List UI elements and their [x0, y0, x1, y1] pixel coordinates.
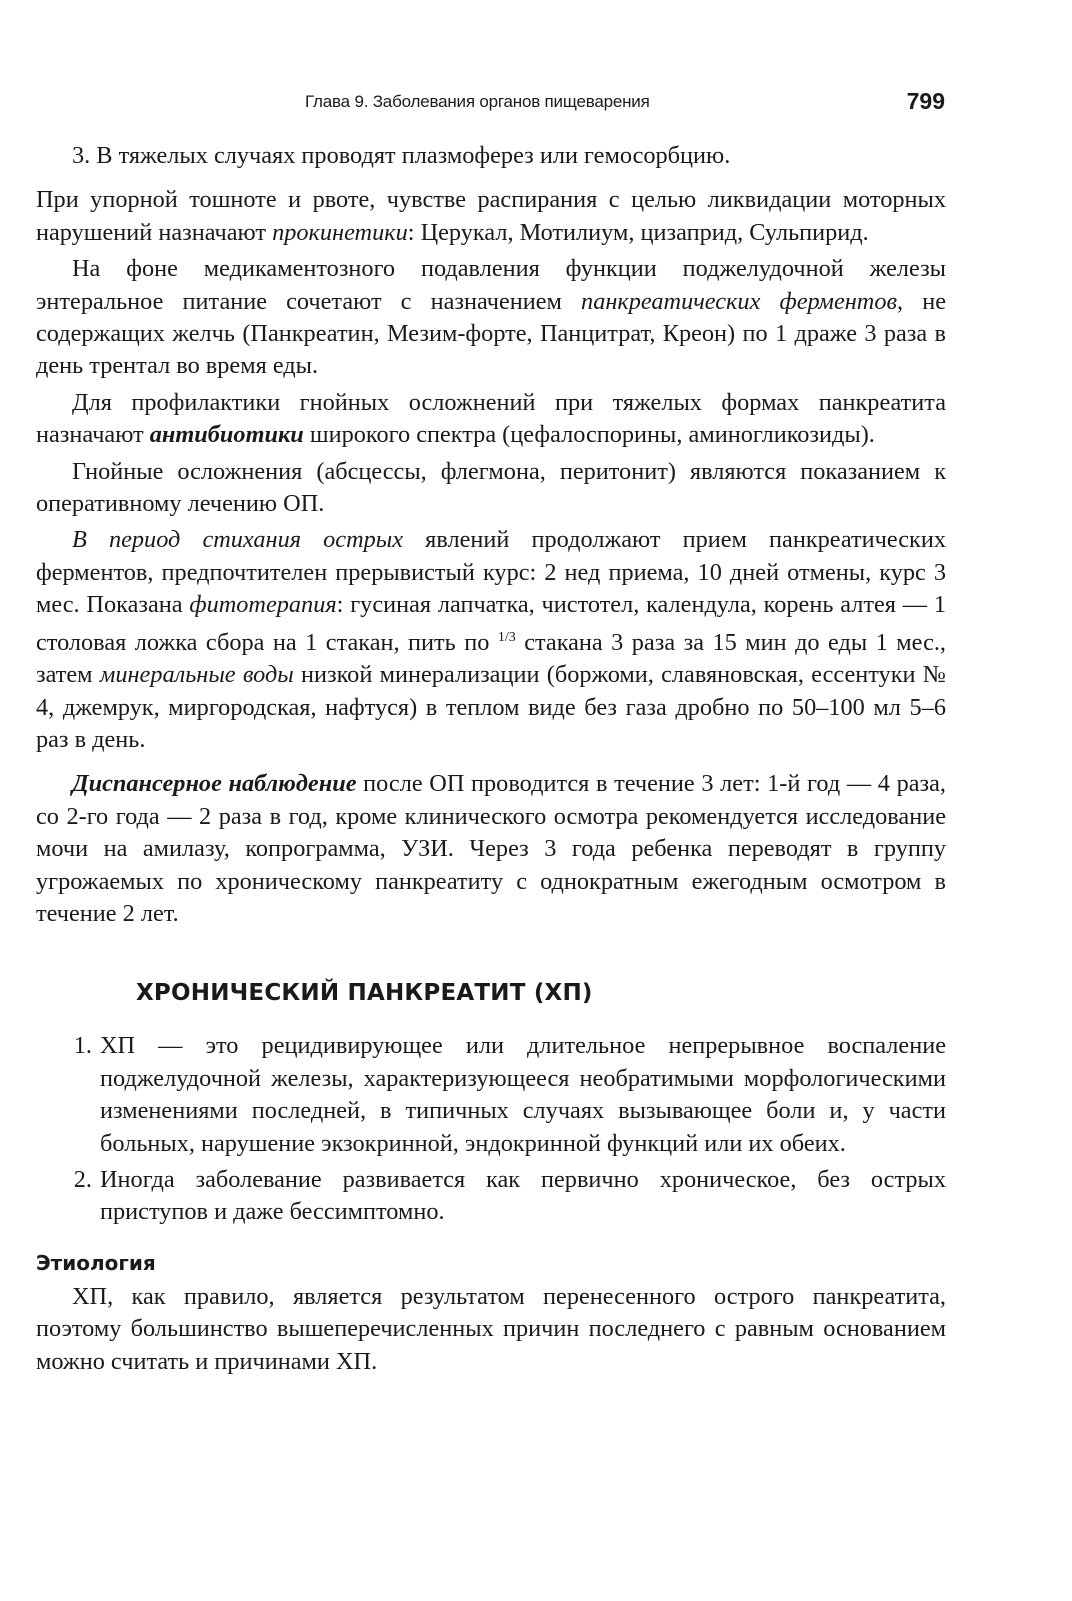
text-run: стакана 3 раза за 15 мин до еды 1 мес., затем — [36, 628, 946, 689]
paragraph-prokinetics — [36, 184, 946, 249]
subsection-title: Этиология — [36, 1250, 156, 1275]
emphasis-antibiotics: антибиотики — [149, 421, 304, 449]
emphasis-prokinetics: прокинетики — [272, 218, 408, 246]
numbered-list — [36, 1030, 946, 1228]
section-title: ХРОНИЧЕСКИЙ ПАНКРЕАТИТ (ХП) — [136, 980, 593, 1007]
text-run: На фоне медикаментозного подавления функции поджелудочной железы энтеральное питание сочетают с назначением — [36, 255, 946, 315]
emphasis-phytotherapy: фитотерапия — [189, 591, 337, 619]
text-run: широкого спектра (цефалоспорины, аминогликозиды). — [303, 421, 875, 449]
paragraph-text: 3. В тяжелых случаях проводят плазмоферез или гемосорбцию. — [72, 142, 731, 169]
paragraph-plasmapheresis — [36, 140, 946, 172]
list-item — [36, 1030, 946, 1160]
running-title: Глава 9. Заболевания органов пищеварения — [305, 92, 650, 111]
emphasis-pancreatic-enzymes: панкреатических ферментов — [581, 287, 898, 315]
paragraph-purulent-complications — [36, 456, 946, 521]
fraction-one-third: 1/3 — [497, 629, 516, 645]
paragraph-text: Гнойные осложнения (абсцессы, флегмона, перитонит) являются показанием к оперативному лечению ОП. — [36, 457, 946, 518]
list-number: 2. — [73, 1166, 92, 1194]
paragraph-dispensary — [36, 768, 946, 930]
text-run: явлений продолжают прием панкреатических ферментов, предпочтителен прерывистый курс: 2 нед приема, 10 дней отмены, курс 3 мес. Показана — [36, 526, 946, 619]
emphasis-subsiding-period: В период стихания острых — [72, 526, 404, 554]
paragraph-etiology — [36, 1281, 946, 1378]
paragraph-subsiding-period — [36, 524, 946, 756]
text-run: : Церукал, Мотилиум, цизаприд, Сульпирид. — [407, 218, 869, 246]
text-run: низкой минерализации (боржоми, славяновская, ессентуки № 4, джемрук, миргородская, нафтуся) в теплом виде без газа дробно по 50–100 мл 5–6 раз в день. — [36, 661, 946, 753]
list-item — [36, 1164, 946, 1229]
emphasis-dispensary: Диспансерное наблюдение — [72, 770, 357, 798]
emphasis-mineral-waters: минеральные воды — [99, 661, 294, 689]
list-text: Иногда заболевание развивается как первично хроническое, без острых приступов и даже бессимптомно. — [100, 1166, 946, 1226]
text-run: Для профилактики гнойных осложнений при тяжелых формах панкреатита назначают — [36, 388, 946, 449]
page-number: 799 — [906, 88, 945, 114]
list-text: ХП — это рецидивирующее или длительное непрерывное воспаление поджелудочной железы, характеризующееся необратимыми морфологическими изменениями последней, в типичных случаях вызывающее боли и, у части больных, нарушение экзокринной, эндокринной функций или их обеих. — [100, 1032, 946, 1157]
page-header — [305, 88, 945, 118]
page-body — [36, 140, 946, 1378]
text-run: , не содержащих желчь (Панкреатин, Мезим-форте, Панцитрат, Креон) по 1 драже 3 раза в день трентал во время еды. — [36, 287, 946, 380]
text-run: : гусиная лапчатка, чистотел, календула, корень алтея — 1 столовая ложка сбора на 1 стакан, пить по — [36, 591, 946, 656]
text-run: При упорной тошноте и рвоте, чувстве распирания с целью ликвидации моторных нарушений назначают — [36, 186, 946, 246]
list-number: 1. — [73, 1032, 92, 1060]
text-run: после ОП проводится в течение 3 лет: 1-й год — 4 раза, со 2-го года — 2 раза в год, кроме клинического осмотра рекомендуется исследование мочи на амилазу, копрограмма, УЗИ. Через 3 года ребенка переводят в группу угрожаемых по хроническому панкреатиту с однократным ежегодным осмотром в течение 2 лет. — [36, 770, 946, 928]
paragraph-antibiotics — [36, 387, 946, 452]
paragraph-text: ХП, как правило, является результатом перенесенного острого панкреатита, поэтому большинство вышеперечисленных причин последнего с равным основанием можно считать и причинами ХП. — [36, 1282, 946, 1375]
paragraph-enzymes — [36, 253, 946, 383]
